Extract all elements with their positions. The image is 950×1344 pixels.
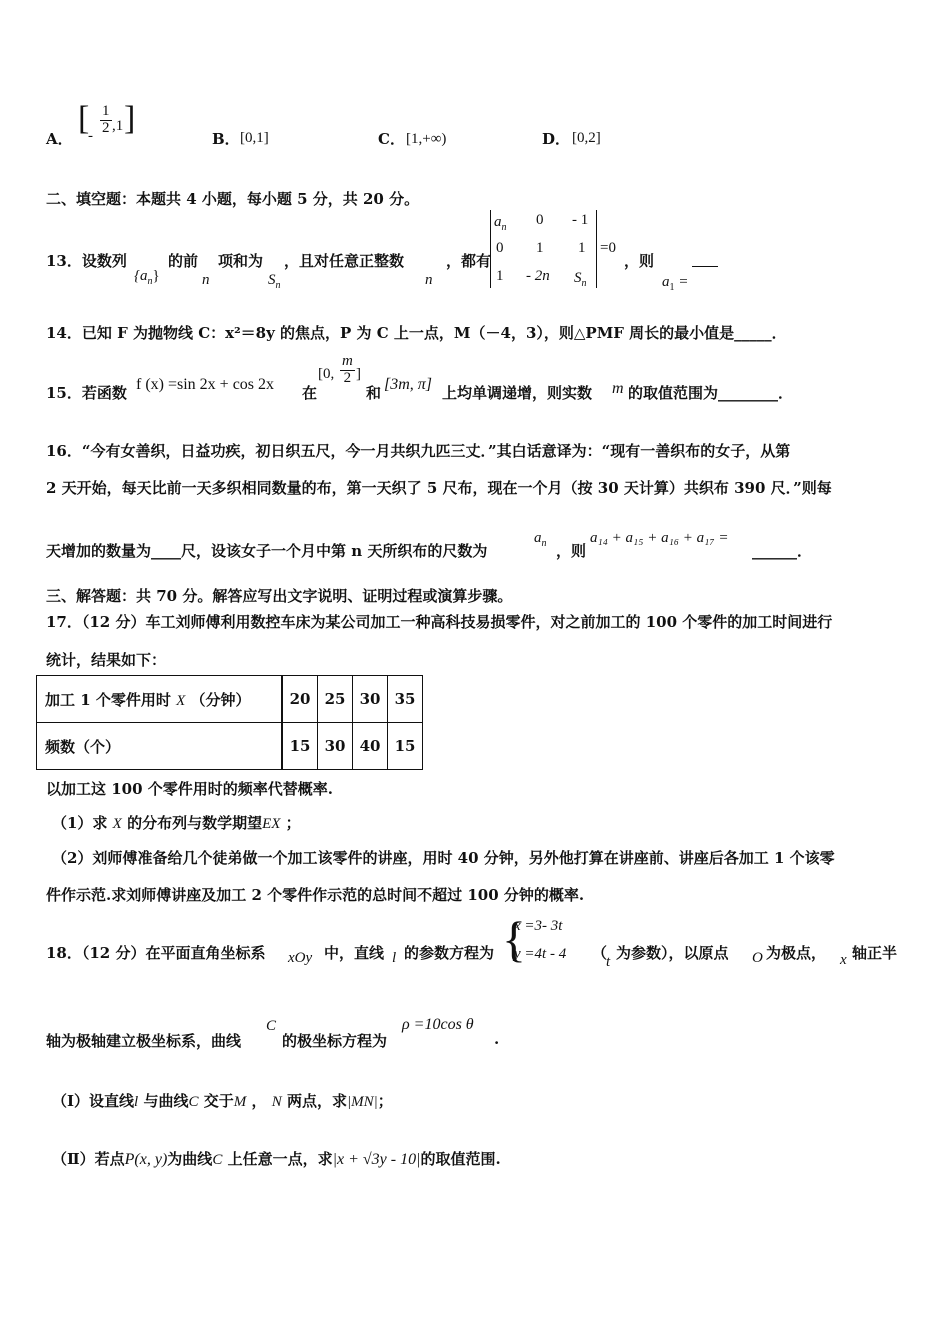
q15-post-1: 上均单调递增，则实数	[442, 384, 593, 402]
table-cell: 15	[388, 723, 423, 770]
table-row	[37, 676, 423, 723]
q16-line-2: 2 天开始，每天比前一天多织相同数量的布，第一天织了 5 尺布，现在一个月（按 30 天计算）共织布 390 尺．”则每	[46, 479, 832, 497]
q13-sn: $S_n$	[268, 272, 281, 291]
table-cell: 30	[353, 676, 388, 723]
option-b-label: B．	[212, 130, 240, 148]
q18-part-2: （Ⅱ）若点P(x, y)为曲线C 上任意一点，求|x + √3y - 10|的取值范围.	[52, 1150, 501, 1168]
q16-an: $a_n$	[534, 530, 547, 549]
option-a-bracket-open: [	[78, 100, 90, 137]
q15-interval-1-fraction	[340, 354, 355, 387]
q18-origin: O	[752, 950, 763, 966]
q18-curve-c: C	[266, 1018, 277, 1034]
option-a-tail: ,1	[112, 118, 124, 134]
q16-sum: a₁₄ + a₁₅ + a₁₆ + a₁₇ =	[590, 530, 729, 546]
option-a-bracket-close: ]	[124, 100, 136, 137]
q16-line-1: 16．“今有女善织，日益功疾，初日织五尺，今一月共织九匹三丈．”其白话意译为：“现有一善织布的女子，从第	[46, 442, 791, 460]
q13-det-r2c2: 1	[536, 240, 544, 256]
q13-text-4: ，都有	[446, 252, 492, 270]
q18-polar-equation: ρ =10cos θ	[402, 1016, 474, 1033]
q15-post-2: 的取值范围为________．	[628, 384, 794, 402]
q18-line-2b: 的极坐标方程为	[282, 1032, 388, 1050]
section-2-title: 二、填空题：本题共 4 小题，每小题 5 分，共 20 分。	[46, 190, 420, 208]
q15-on: 在	[302, 384, 318, 402]
q15-function: f (x) =sin 2x + cos 2x	[136, 376, 275, 393]
table-header-time: 加工 1 个零件用时 X （分钟）	[37, 676, 283, 723]
q13-sequence: $\{a_n\}$	[134, 268, 160, 287]
q15-pre: 15．若函数	[46, 384, 127, 402]
q18-period: .	[494, 1030, 500, 1048]
q17-line-1: 17．（12 分）车工刘师傅利用数控车床为某公司加工一种高科技易损零件，对之前加工的 100 个零件的加工时间进行	[46, 613, 833, 631]
table-cell: 40	[353, 723, 388, 770]
q18-equation-1: x =3- 3t	[514, 918, 563, 934]
q16-line-3c: ______．	[752, 542, 813, 560]
option-a-minus: -	[88, 128, 93, 144]
option-c-label: C．	[378, 130, 405, 148]
q18-system-brace: {	[502, 911, 526, 967]
q18-text-2: 的参数方程为	[404, 944, 495, 962]
q13-det-r1c1: $a_n$	[494, 214, 507, 233]
q13-determinant-right-bar	[596, 210, 597, 288]
table-header-frequency: 频数（个）	[37, 723, 283, 770]
q18-line-2a: 轴为极轴建立极坐标系，曲线	[46, 1032, 242, 1050]
table-cell: 25	[318, 676, 353, 723]
q18-xoy: xOy	[288, 950, 313, 966]
table-cell: 15	[282, 723, 318, 770]
q15-fraction-denominator: 2	[343, 369, 352, 386]
q13-det-r1c3: - 1	[572, 212, 589, 228]
q17-line-2: 统计，结果如下：	[46, 651, 167, 669]
q13-n-1: n	[202, 272, 210, 288]
q13-det-r3c1: 1	[496, 268, 504, 284]
q18-text-1: 中，直线	[324, 944, 385, 962]
q18-pre: 18．（12 分）在平面直角坐标系	[46, 944, 266, 962]
q13-text-3: ，且对任意正整数	[284, 252, 405, 270]
q18-l: l	[392, 950, 397, 966]
q13-determinant-left-bar	[490, 210, 491, 288]
option-d-value: [0,2]	[572, 130, 601, 146]
q14-text: 14．已知 F 为抛物线 C：x²＝8y 的焦点，P 为 C 上一点，M（－4，3），则△PMF 周长的最小值是_____．	[46, 324, 787, 342]
q13-text-5: ，则	[624, 252, 655, 270]
q13-det-equals: =0	[600, 240, 616, 256]
q17-part-1: （1）求 X 的分布列与数学期望EX ；	[52, 814, 301, 832]
option-c-value: [1,+∞)	[406, 131, 447, 147]
option-a-label: A．	[46, 130, 73, 148]
table-cell: 30	[318, 723, 353, 770]
q18-t: t	[606, 954, 611, 970]
q16-line-3a: 天增加的数量为____尺，设该女子一个月中第 n 天所织布的尺数为	[46, 542, 488, 560]
q13-text-2: 项和为	[218, 252, 264, 270]
option-d-label: D．	[542, 130, 571, 148]
q13-det-r3c3: $S_n$	[574, 270, 587, 289]
option-a-fraction	[100, 104, 112, 137]
q18-text-6: 轴正半	[852, 944, 898, 962]
q16-line-3b: ，则	[556, 542, 587, 560]
table-row	[37, 723, 423, 770]
q13-a1: $a_1$ =	[662, 274, 688, 293]
option-b-value: [0,1]	[240, 130, 269, 146]
q15-interval-2: [3m, π]	[384, 376, 433, 393]
q13-det-r2c3: 1	[578, 240, 586, 256]
q18-part-1: （Ⅰ）设直线l 与曲线C 交于M ， N 两点，求|MN|；	[52, 1092, 393, 1110]
q18-text-3: （	[592, 944, 608, 962]
q13-det-r1c2: 0	[536, 212, 544, 228]
option-a-numerator: 1	[102, 103, 110, 119]
q13-det-r2c1: 0	[496, 240, 504, 256]
q18-text-4: 为参数），以原点	[616, 944, 729, 962]
q15-interval-1-open: [0,	[318, 366, 335, 382]
table-cell: 35	[388, 676, 423, 723]
option-a-denominator: 2	[102, 119, 110, 136]
table-cell: 20	[282, 676, 318, 723]
q17-frequency-table	[36, 675, 423, 770]
q13-answer-blank	[692, 266, 718, 267]
section-3-title: 三、解答题：共 70 分。解答应写出文字说明、证明过程或演算步骤。	[46, 587, 513, 605]
q15-m: m	[612, 380, 624, 397]
q18-equation-2: y =4t - 4	[514, 946, 567, 962]
q15-interval-1-close: ]	[356, 366, 361, 382]
q15-fraction-numerator: m	[342, 353, 353, 369]
q13-text-1: 的前	[168, 252, 199, 270]
q17-part-2-line-2: 件作示范.求刘师傅讲座及加工 2 个零件作示范的总时间不超过 100 分钟的概率.	[46, 886, 585, 904]
q18-x: x	[840, 952, 847, 968]
q13-number: 13．设数列	[46, 252, 127, 270]
q17-after-table: 以加工这 100 个零件用时的频率代替概率.	[46, 780, 333, 798]
q18-text-5: 为极点，	[766, 944, 827, 962]
q13-n-2: n	[425, 272, 433, 288]
q13-det-r3c2: - 2n	[526, 268, 550, 284]
q17-part-2-line-1: （2）刘师傅准备给几个徒弟做一个加工该零件的讲座，用时 40 分钟，另外他打算在讲座前、讲座后各加工 1 个该零	[52, 849, 835, 867]
q15-and: 和	[366, 384, 382, 402]
